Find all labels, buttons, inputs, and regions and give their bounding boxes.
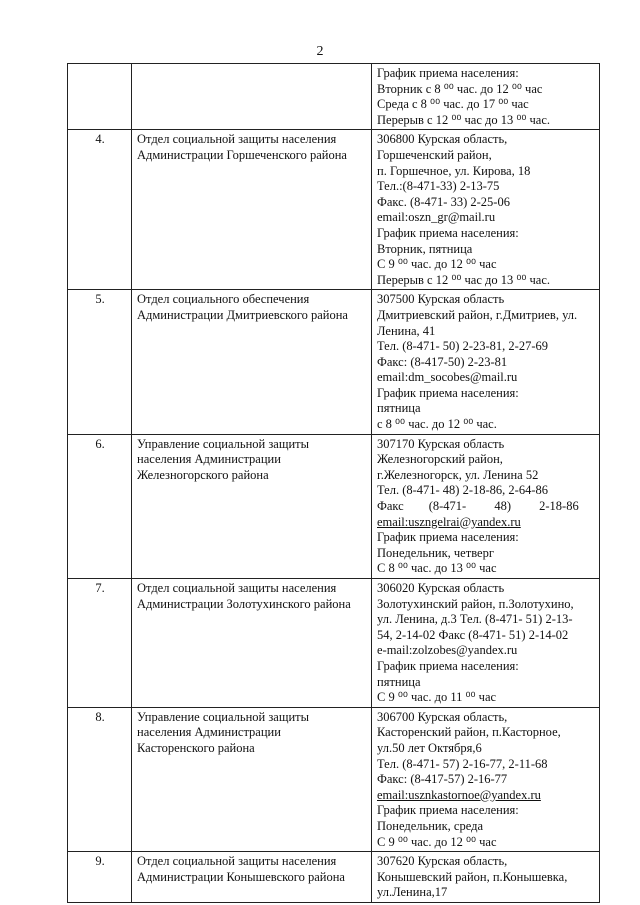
contact-info <box>372 434 600 578</box>
row-number: 7. <box>68 579 132 708</box>
info-line: График приема населения: <box>377 530 519 545</box>
info-line: График приема населения: <box>377 803 519 818</box>
info-line: Тел.:(8-471-33) 2-13-75 <box>377 179 500 194</box>
org-line: Администрации Дмитриевского района <box>137 307 348 322</box>
org-line: Отдел социальной защиты населения <box>137 854 337 869</box>
table-row <box>68 852 600 903</box>
info-line: Вторник с 8 ⁰⁰ час. до 12 ⁰⁰ час <box>377 81 543 96</box>
info-line: Тел. (8-471- 50) 2-23-81, 2-27-69 <box>377 339 548 354</box>
email-link[interactable]: email:oszn_gr@mail.ru <box>377 210 496 225</box>
info-line: ул.50 лет Октября,6 <box>377 740 482 755</box>
row-number: 5. <box>68 290 132 434</box>
info-line: Понедельник, среда <box>377 818 483 833</box>
info-line: Конышевский район, п.Конышевка, <box>377 869 568 884</box>
info-line: Перерыв с 12 ⁰⁰ час до 13 ⁰⁰ час. <box>377 272 551 287</box>
org-line: Отдел социальной защиты населения <box>137 132 337 147</box>
info-line: Тел. (8-471- 57) 2-16-77, 2-11-68 <box>377 756 548 771</box>
info-line: 307170 Курская область <box>377 436 505 451</box>
info-line: Ленина, 41 <box>377 323 436 338</box>
info-line: Перерыв с 12 ⁰⁰ час до 13 ⁰⁰ час. <box>377 112 551 127</box>
table-row <box>68 707 600 851</box>
org-name <box>132 707 372 851</box>
contact-info <box>372 290 600 434</box>
contact-info <box>372 130 600 290</box>
org-name <box>132 130 372 290</box>
contact-info <box>372 64 600 130</box>
table-row <box>68 579 600 708</box>
contact-info <box>372 852 600 903</box>
info-line: График приема населения: <box>377 66 519 80</box>
org-line: Администрации Конышевского района <box>137 869 345 884</box>
row-number: 8. <box>68 707 132 851</box>
table-row <box>68 64 600 130</box>
row-number <box>68 64 132 130</box>
info-line: Факс: (8-417-50) 2-23-81 <box>377 354 508 369</box>
info-line: г.Железногорск, ул. Ленина 52 <box>377 467 539 482</box>
contact-info <box>372 707 600 851</box>
info-line: График приема населения: <box>377 385 519 400</box>
info-line: Факс (8-471- 48) 2-18-86 <box>377 499 579 514</box>
row-number: 4. <box>68 130 132 290</box>
org-name <box>132 434 372 578</box>
info-line: Вторник, пятница <box>377 241 473 256</box>
contact-info <box>372 579 600 708</box>
info-line: Факс: (8-417-57) 2-16-77 <box>377 772 508 787</box>
info-line: 306020 Курская область <box>377 581 505 595</box>
org-name <box>132 579 372 708</box>
info-line: Понедельник, четверг <box>377 545 494 560</box>
info-line: пятница <box>377 674 421 689</box>
info-line: Дмитриевский район, г.Дмитриев, ул. <box>377 307 578 322</box>
org-line: Управление социальной защиты <box>137 709 310 724</box>
org-line: Администрации Золотухинского района <box>137 596 351 611</box>
org-line: Отдел социальной защиты населения <box>137 581 337 595</box>
org-line: Отдел социального обеспечения <box>137 292 310 307</box>
row-number: 9. <box>68 852 132 903</box>
info-line: Золотухинский район, п.Золотухино, <box>377 596 574 611</box>
info-line: С 9 ⁰⁰ час. до 12 ⁰⁰ час <box>377 834 497 849</box>
info-line: С 9 ⁰⁰ час. до 11 ⁰⁰ час <box>377 690 497 705</box>
org-line: Управление социальной защиты <box>137 436 310 451</box>
info-line: п. Горшечное, ул. Кирова, 18 <box>377 163 531 178</box>
org-line: населения Администрации <box>137 725 281 740</box>
table-row <box>68 130 600 290</box>
info-line: С 9 ⁰⁰ час. до 12 ⁰⁰ час <box>377 257 497 272</box>
info-line: Железногорский район, <box>377 452 503 467</box>
table-row <box>68 290 600 434</box>
info-line: пятница <box>377 401 421 416</box>
row-number: 6. <box>68 434 132 578</box>
info-line: с 8 ⁰⁰ час. до 12 ⁰⁰ час. <box>377 417 497 432</box>
email-link[interactable]: email:usznkastornoe@yandex.ru <box>377 787 541 802</box>
info-line: ул. Ленина, д.3 Тел. (8-471- 51) 2-13- <box>377 612 573 627</box>
info-line: Факс. (8-471- 33) 2-25-06 <box>377 194 510 209</box>
org-line: Касторенского района <box>137 740 255 755</box>
info-line: Горшеченский район, <box>377 147 492 162</box>
info-line: Среда с 8 ⁰⁰ час. до 17 ⁰⁰ час <box>377 97 529 112</box>
info-line: 54, 2-14-02 Факс (8-471- 51) 2-14-02 <box>377 627 569 642</box>
info-line: График приема населения: <box>377 658 519 673</box>
info-line: 306800 Курская область, <box>377 132 508 147</box>
email-link[interactable]: email:uszngelrai@yandex.ru <box>377 514 521 529</box>
info-line: Касторенский район, п.Касторное, <box>377 725 561 740</box>
table-row <box>68 434 600 578</box>
page-number: 2 <box>316 44 324 59</box>
email-link[interactable]: email:dm_socobes@mail.ru <box>377 370 518 385</box>
org-line: Администрации Горшеченского района <box>137 147 347 162</box>
email-link[interactable]: e-mail:zolzobes@yandex.ru <box>377 643 518 658</box>
org-line: Железногорского района <box>137 467 269 482</box>
info-line: 307500 Курская область <box>377 292 505 307</box>
info-line: 307620 Курская область, <box>377 854 508 869</box>
org-name <box>132 852 372 903</box>
org-name <box>132 290 372 434</box>
info-line: ул.Ленина,17 <box>377 885 448 900</box>
org-name <box>132 64 372 130</box>
info-line: Тел. (8-471- 48) 2-18-86, 2-64-86 <box>377 483 548 498</box>
contacts-table <box>67 63 600 903</box>
org-line: населения Администрации <box>137 452 281 467</box>
info-line: С 8 ⁰⁰ час. до 13 ⁰⁰ час <box>377 561 497 576</box>
info-line: 306700 Курская область, <box>377 709 508 724</box>
info-line: График приема населения: <box>377 225 519 240</box>
